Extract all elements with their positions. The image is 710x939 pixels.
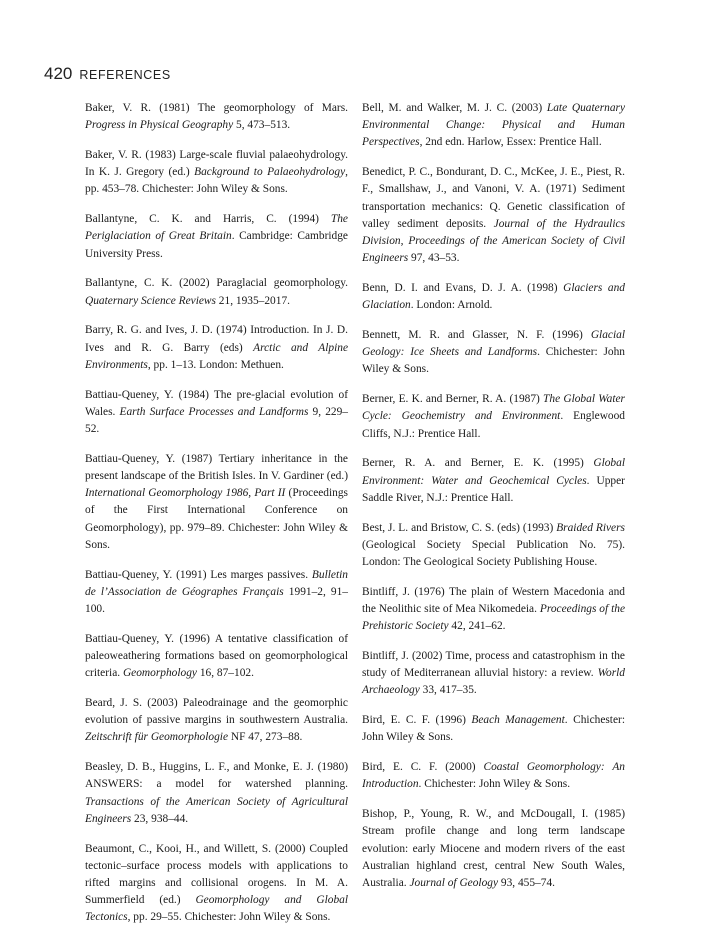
reference-entry: Battiau-Queney, Y. (1996) A tentative classification of paleoweathering formations based on geomorphological criteria. Geomorphology 16, 87–102. [85,632,348,680]
reference-entry: Berner, E. K. and Berner, R. A. (1987) The Global Water Cycle: Geochemistry and Environment. Englewood Cliffs, N.J.: Prentice Hall. [362,393,626,440]
reference-entry: Bennett, M. R. and Glasser, N. F. (1996) Glacial Geology: Ice Sheets and Landforms. Chichester: John Wiley & Sons. [362,329,626,376]
reference-entry: Benn, D. I. and Evans, D. J. A. (1998) Glaciers and Glaciation. London: Arnold. [362,282,625,312]
reference-entry: Bell, M. and Walker, M. J. C. (2003) Late Quaternary Environmental Change: Physical and Human Perspectives, 2nd edn. Harlow, Essex: Prentice Hall. [362,102,626,149]
reference-entry: Bird, E. C. F. (2000) Coastal Geomorphology: An Introduction. Chichester: John Wiley & Sons. [362,761,625,791]
page-header [44,64,171,84]
reference-entry: Baker, V. R. (1983) Large-scale fluvial palaeohydrology. In K. J. Gregory (ed.) Background to Palaeohydrology, pp. 453–78. Chichester: John Wiley & Sons. [85,149,348,196]
reference-entry: Beaumont, C., Kooi, H., and Willett, S. (2000) Coupled tectonic–surface process models with applications to rifted margins and collisional orogens. In M. A. Summerfield (ed.) Geomorphology and Global Tectonics, pp. 29–55. Chichester: John Wiley & Sons. [85,842,348,924]
reference-entry: Ballantyne, C. K. (2002) Paraglacial geomorphology. Quaternary Science Reviews 21, 1935–2017. [85,277,348,307]
reference-entry: Beasley, D. B., Huggins, L. F., and Monke, E. J. (1980) ANSWERS: a model for watershed planning. Transactions of the American Society of Agricultural Engineers 23, 938–44. [85,761,348,825]
reference-entry: Bintliff, J. (2002) Time, process and catastrophism in the study of Mediterranean alluvial history: a review. World Archaeology 33, 417–35. [362,650,625,697]
reference-entry: Bintliff, J. (1976) The plain of Western Macedonia and the Neolithic site of Mea Nikomedeia. Proceedings of the Prehistoric Society 42, 241–62. [362,585,625,633]
reference-entry: Best, J. L. and Bristow, C. S. (eds) (1993) Braided Rivers (Geological Society Special Publication No. 75). London: The Geological Society Publishing House. [362,521,625,569]
section-title: REFERENCES [79,68,171,82]
reference-entry: Battiau-Queney, Y. (1987) Tertiary inheritance in the present landscape of the British Isles. In V. Gardiner (ed.) International Geomorphology 1986, Part II (Proceedings of the First International Conference on Geomorphology), pp. 979–89. Chichester: John Wiley & Sons. [85,452,348,551]
reference-entry: Berner, R. A. and Berner, E. K. (1995) Global Environment: Water and Geochemical Cycles. Upper Saddle River, N.J.: Prentice Hall. [362,457,625,504]
reference-entry: Benedict, P. C., Bondurant, D. C., McKee, J. E., Piest, R. F., Smallshaw, J., and Vanoni, V. A. (1971) Sediment transportation mechanics: Q. Genetic classification of valley sediment deposits. Journal of the Hydraulics Division, Proceedings of the American Society of Civil Engineers 97, 43–53. [362,166,625,265]
reference-entry: Battiau-Queney, Y. (1991) Les marges passives. Bulletin de l’Association de Géographes Français 1991–2, 91–100. [85,568,348,616]
reference-entry: Battiau-Queney, Y. (1984) The pre-glacial evolution of Wales. Earth Surface Processes and Landforms 9, 229–52. [85,388,348,436]
reference-entry: Bird, E. C. F. (1996) Beach Management. Chichester: John Wiley & Sons. [362,714,625,744]
reference-column-left [85,100,348,939]
reference-column-right [362,100,625,905]
reference-entry: Bishop, P., Young, R. W., and McDougall, I. (1985) Stream profile change and long term landscape evolution: early Miocene and modern rivers of the east Australian highland crest, central New South Wales, Australia. Journal of Geology 93, 455–74. [362,808,625,890]
reference-entry: Beard, J. S. (2003) Paleodrainage and the geomorphic evolution of passive margins in southwestern Australia. Zeitschrift für Geomorphologie NF 47, 273–88. [85,697,348,744]
page-number: 420 [44,64,73,83]
reference-entry: Baker, V. R. (1981) The geomorphology of Mars. Progress in Physical Geography 5, 473–513. [85,102,348,132]
reference-entry: Barry, R. G. and Ives, J. D. (1974) Introduction. In J. D. Ives and R. G. Barry (eds) Arctic and Alpine Environments, pp. 1–13. London: Methuen. [85,324,349,371]
reference-entry: Ballantyne, C. K. and Harris, C. (1994) The Periglaciation of Great Britain. Cambridge: Cambridge University Press. [85,213,348,260]
